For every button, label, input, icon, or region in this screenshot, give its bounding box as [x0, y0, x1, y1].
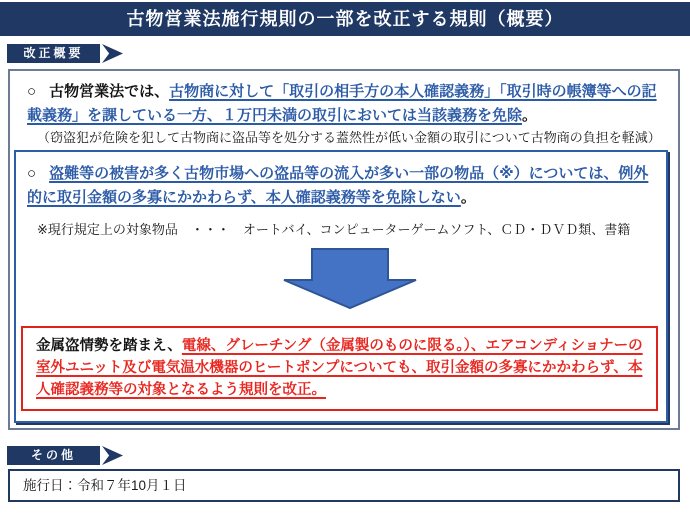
- section-banner-sonota: [7, 446, 123, 465]
- effective-date-box: [8, 469, 680, 502]
- banner-chevron-icon: [102, 44, 123, 63]
- bullet2-note: ※現行規定上の対象物品 ・・・ オートバイ、コンピューターゲームソフト、ＣＤ・ＤＶＤ類、書籍: [37, 222, 631, 237]
- conclusion-lead-text: 金属盗情勢を踏まえ、: [36, 338, 182, 354]
- bullet-marker: ○: [27, 83, 37, 100]
- section-banner-sonota-label: その他: [7, 446, 100, 465]
- bullet-exception-rule: [27, 162, 661, 210]
- amendment-conclusion-box: [21, 326, 658, 411]
- bullet1-tail-text: 。: [522, 107, 538, 124]
- bullet1-highlight-text: 古物商に対して「取引の相手方の本人確認義務」「取引時の帳簿等への記載義務」を課している一方、１万円未満の取引においては当該義務を免除: [27, 83, 657, 124]
- bullet2-tail-text: 。: [460, 189, 476, 206]
- bullet1-lead-text: 古物営業法では、: [49, 83, 170, 100]
- conclusion-highlight-text: 電線、グレーチング（金属製のものに限る。）、エアコンディショナーの室外ユニット及び電気温水機器のヒートポンプについても、取引金額の多寡にかかわらず、本人確認義務等の対象となるよう規則を改正。: [36, 338, 643, 398]
- page-title: 古物営業法施行規則の一部を改正する規則（概要）: [0, 2, 690, 36]
- effective-date-text: 施行日：令和７年10月１日: [23, 478, 187, 493]
- bullet-current-law: [27, 80, 663, 128]
- down-arrow-icon: [282, 248, 418, 310]
- banner-chevron-icon: [102, 446, 123, 465]
- bullet2-highlight-text: 盗難等の被害が多く古物市場への盗品等の流入が多い一部の物品（※）については、例外的に取引金額の多寡にかかわらず、本人確認義務等を免除しない: [27, 165, 649, 206]
- section-banner-kaisei-label: 改正概要: [7, 44, 100, 63]
- section-banner-kaisei: [7, 44, 123, 63]
- bullet1-note: （窃盗犯が危険を犯して古物商に盗品等を処分する蓋然性が低い金額の取引について古物商の負担を軽減）: [37, 130, 661, 145]
- bullet-marker: ○: [27, 165, 37, 182]
